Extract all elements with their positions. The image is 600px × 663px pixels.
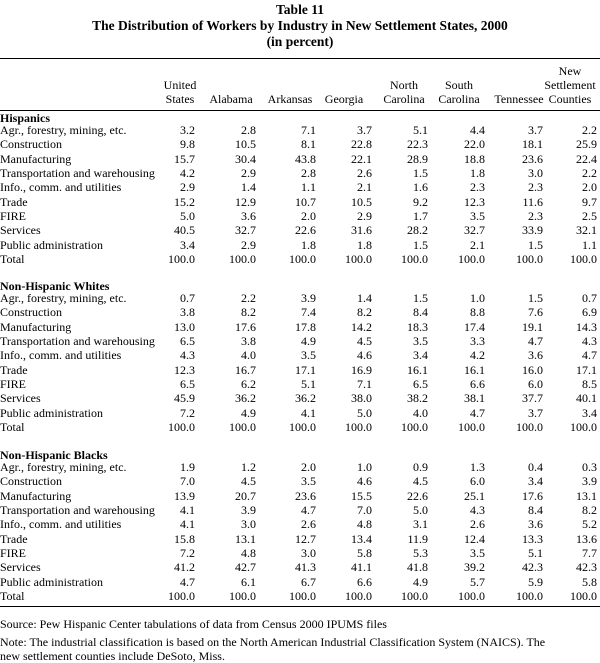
table-cell: 1.9 bbox=[180, 460, 195, 474]
table-cell: 2.1 bbox=[357, 180, 372, 194]
table-cell: 100.0 bbox=[458, 589, 485, 603]
table-cell: 3.8 bbox=[241, 334, 256, 348]
table-cell: 4.6 bbox=[357, 348, 372, 362]
table-cell: 1.6 bbox=[413, 180, 428, 194]
row-label: Total bbox=[0, 420, 25, 434]
column-header-line: States bbox=[165, 92, 195, 106]
table-cell: 15.5 bbox=[351, 489, 372, 503]
table-cell: 3.4 bbox=[582, 406, 597, 420]
column-header-line: Arkansas bbox=[267, 92, 313, 106]
table-cell: 3.6 bbox=[528, 517, 543, 531]
table-cell: 12.4 bbox=[464, 532, 485, 546]
classification-note: Note: The industrial classification is based on the North American Industrial Classification System (NAICS). The bbox=[0, 635, 546, 649]
table-cell: 17.4 bbox=[464, 320, 485, 334]
column-header-line: Georgia bbox=[324, 92, 364, 106]
table-cell: 3.7 bbox=[528, 123, 543, 137]
table-cell: 3.7 bbox=[528, 406, 543, 420]
column-header-line: Carolina bbox=[383, 92, 425, 106]
table-cell: 1.0 bbox=[470, 291, 485, 305]
table-cell: 7.6 bbox=[528, 305, 543, 319]
table-cell: 40.1 bbox=[576, 391, 597, 405]
table-cell: 42.3 bbox=[576, 560, 597, 574]
table-cell: 1.8 bbox=[470, 166, 485, 180]
column-header-line: Settlement bbox=[544, 78, 596, 92]
table-cell: 16.9 bbox=[351, 363, 372, 377]
row-label: FIRE bbox=[0, 377, 27, 391]
row-label: Trade bbox=[0, 532, 28, 546]
column-header-line: United bbox=[163, 78, 197, 92]
row-label: Manufacturing bbox=[0, 489, 72, 503]
table-cell: 18.1 bbox=[522, 137, 543, 151]
table-cell: 12.3 bbox=[174, 363, 195, 377]
table-cell: 30.4 bbox=[235, 152, 256, 166]
table-cell: 2.3 bbox=[528, 180, 543, 194]
table-cell: 100.0 bbox=[458, 252, 485, 266]
table-cell: 8.1 bbox=[301, 137, 316, 151]
table-cell: 100.0 bbox=[168, 420, 195, 434]
table-cell: 6.1 bbox=[241, 575, 256, 589]
top-rule bbox=[0, 58, 600, 59]
table-cell: 100.0 bbox=[401, 252, 428, 266]
section-heading: Non-Hispanic Blacks bbox=[0, 448, 108, 462]
column-header-line: Alabama bbox=[209, 92, 253, 106]
table-cell: 13.1 bbox=[576, 489, 597, 503]
table-cell: 32.1 bbox=[576, 223, 597, 237]
table-cell: 9.8 bbox=[180, 137, 195, 151]
row-label: Construction bbox=[0, 305, 62, 319]
table-cell: 2.2 bbox=[582, 123, 597, 137]
classification-note-continued: new settlement counties include DeSoto, Miss. bbox=[0, 649, 225, 663]
table-cell: 5.1 bbox=[528, 546, 543, 560]
table-cell: 5.0 bbox=[413, 503, 428, 517]
table-cell: 16.1 bbox=[464, 363, 485, 377]
table-cell: 4.1 bbox=[180, 517, 195, 531]
table-cell: 13.1 bbox=[235, 532, 256, 546]
column-header-line: South bbox=[444, 78, 473, 92]
table-cell: 3.6 bbox=[241, 209, 256, 223]
table-cell: 3.5 bbox=[301, 348, 316, 362]
table-cell: 38.1 bbox=[464, 391, 485, 405]
table-cell: 11.9 bbox=[407, 532, 428, 546]
table-cell: 2.9 bbox=[241, 166, 256, 180]
table-cell: 100.0 bbox=[516, 252, 543, 266]
table-cell: 8.2 bbox=[241, 305, 256, 319]
table-cell: 28.9 bbox=[407, 152, 428, 166]
table-cell: 100.0 bbox=[229, 589, 256, 603]
table-cell: 4.0 bbox=[413, 406, 428, 420]
table-cell: 4.5 bbox=[413, 474, 428, 488]
row-label: Services bbox=[0, 391, 41, 405]
table-cell: 3.0 bbox=[241, 517, 256, 531]
table-cell: 2.2 bbox=[582, 166, 597, 180]
table-cell: 17.1 bbox=[295, 363, 316, 377]
table-cell: 7.2 bbox=[180, 546, 195, 560]
table-cell: 25.1 bbox=[464, 489, 485, 503]
table-cell: 22.3 bbox=[407, 137, 428, 151]
table-cell: 1.7 bbox=[413, 209, 428, 223]
table-cell: 100.0 bbox=[458, 420, 485, 434]
column-header-line: New bbox=[558, 64, 582, 78]
column-header bbox=[525, 64, 600, 106]
table-cell: 42.3 bbox=[522, 560, 543, 574]
table-cell: 4.7 bbox=[301, 503, 316, 517]
table-cell: 1.4 bbox=[241, 180, 256, 194]
table-cell: 100.0 bbox=[401, 420, 428, 434]
table-cell: 8.2 bbox=[357, 305, 372, 319]
table-cell: 3.5 bbox=[413, 334, 428, 348]
table-cell: 10.7 bbox=[295, 195, 316, 209]
table-cell: 100.0 bbox=[401, 589, 428, 603]
table-cell: 3.5 bbox=[301, 474, 316, 488]
section-heading: Non-Hispanic Whites bbox=[0, 279, 110, 293]
table-cell: 39.2 bbox=[464, 560, 485, 574]
row-label: Transportation and warehousing bbox=[0, 503, 155, 517]
table-cell: 11.6 bbox=[522, 195, 543, 209]
table-cell: 1.0 bbox=[357, 460, 372, 474]
table-cell: 6.6 bbox=[470, 377, 485, 391]
table-cell: 16.7 bbox=[235, 363, 256, 377]
table-cell: 6.0 bbox=[528, 377, 543, 391]
table-cell: 100.0 bbox=[229, 252, 256, 266]
table-cell: 2.2 bbox=[241, 291, 256, 305]
row-label: Total bbox=[0, 252, 25, 266]
row-label: Trade bbox=[0, 363, 28, 377]
table-cell: 4.7 bbox=[528, 334, 543, 348]
table-cell: 3.2 bbox=[180, 123, 195, 137]
table-cell: 0.7 bbox=[180, 291, 195, 305]
table-cell: 23.6 bbox=[522, 152, 543, 166]
row-label: FIRE bbox=[0, 209, 27, 223]
table-cell: 40.5 bbox=[174, 223, 195, 237]
table-cell: 3.5 bbox=[470, 546, 485, 560]
row-label: Agr., forestry, mining, etc. bbox=[0, 460, 127, 474]
table-cell: 2.6 bbox=[301, 517, 316, 531]
table-cell: 100.0 bbox=[570, 252, 597, 266]
table-cell: 10.5 bbox=[351, 195, 372, 209]
table-cell: 16.0 bbox=[522, 363, 543, 377]
table-cell: 1.4 bbox=[357, 291, 372, 305]
table-cell: 5.8 bbox=[582, 575, 597, 589]
table-cell: 3.4 bbox=[528, 474, 543, 488]
table-cell: 6.0 bbox=[470, 474, 485, 488]
table-cell: 4.7 bbox=[180, 575, 195, 589]
table-cell: 1.5 bbox=[413, 166, 428, 180]
table-cell: 22.6 bbox=[295, 223, 316, 237]
table-cell: 100.0 bbox=[168, 589, 195, 603]
table-cell: 1.1 bbox=[582, 238, 597, 252]
table-cell: 18.3 bbox=[407, 320, 428, 334]
table-cell: 2.9 bbox=[241, 238, 256, 252]
table-cell: 1.1 bbox=[301, 180, 316, 194]
table-cell: 1.5 bbox=[528, 238, 543, 252]
table-cell: 23.6 bbox=[295, 489, 316, 503]
table-cell: 3.9 bbox=[582, 474, 597, 488]
table-cell: 14.3 bbox=[576, 320, 597, 334]
table-cell: 1.5 bbox=[413, 238, 428, 252]
table-title-number: Table 11 bbox=[276, 2, 324, 17]
table-cell: 2.9 bbox=[180, 180, 195, 194]
table-cell: 3.0 bbox=[301, 546, 316, 560]
table-cell: 6.7 bbox=[301, 575, 316, 589]
row-label: Transportation and warehousing bbox=[0, 334, 155, 348]
table-cell: 41.3 bbox=[295, 560, 316, 574]
table-cell: 37.7 bbox=[522, 391, 543, 405]
table-cell: 25.9 bbox=[576, 137, 597, 151]
table-cell: 38.2 bbox=[407, 391, 428, 405]
table-cell: 2.8 bbox=[301, 166, 316, 180]
bottom-rule bbox=[0, 606, 600, 607]
table-title: The Distribution of Workers by Industry in New Settlement States, 2000 bbox=[92, 18, 508, 33]
table-cell: 5.7 bbox=[470, 575, 485, 589]
table-cell: 2.1 bbox=[470, 238, 485, 252]
table-cell: 3.4 bbox=[413, 348, 428, 362]
table-cell: 100.0 bbox=[570, 420, 597, 434]
row-label: FIRE bbox=[0, 546, 27, 560]
table-cell: 8.5 bbox=[582, 377, 597, 391]
table-subtitle: (in percent) bbox=[266, 34, 334, 49]
row-label: Transportation and warehousing bbox=[0, 166, 155, 180]
table-cell: 5.1 bbox=[413, 123, 428, 137]
table-cell: 31.6 bbox=[351, 223, 372, 237]
section-heading: Hispanics bbox=[0, 111, 51, 125]
table-cell: 7.7 bbox=[582, 546, 597, 560]
row-label: Info., comm. and utilities bbox=[0, 517, 122, 531]
table-cell: 100.0 bbox=[516, 420, 543, 434]
table-cell: 41.1 bbox=[351, 560, 372, 574]
table-cell: 4.3 bbox=[582, 334, 597, 348]
row-label: Public administration bbox=[0, 575, 103, 589]
table-cell: 6.2 bbox=[241, 377, 256, 391]
table-cell: 2.9 bbox=[357, 209, 372, 223]
table-cell: 4.9 bbox=[301, 334, 316, 348]
table-cell: 22.8 bbox=[351, 137, 372, 151]
row-label: Trade bbox=[0, 195, 28, 209]
table-cell: 4.3 bbox=[180, 348, 195, 362]
table-cell: 2.3 bbox=[470, 180, 485, 194]
table-cell: 32.7 bbox=[464, 223, 485, 237]
table-cell: 13.6 bbox=[576, 532, 597, 546]
table-cell: 3.1 bbox=[413, 517, 428, 531]
table-cell: 19.1 bbox=[522, 320, 543, 334]
table-cell: 13.4 bbox=[351, 532, 372, 546]
table-cell: 17.6 bbox=[522, 489, 543, 503]
table-cell: 0.7 bbox=[582, 291, 597, 305]
table-cell: 4.9 bbox=[241, 406, 256, 420]
table-cell: 4.8 bbox=[357, 517, 372, 531]
table-cell: 12.9 bbox=[235, 195, 256, 209]
source-note: Source: Pew Hispanic Center tabulations of data from Census 2000 IPUMS files bbox=[0, 617, 387, 631]
table-cell: 100.0 bbox=[345, 589, 372, 603]
table-cell: 7.4 bbox=[301, 305, 316, 319]
table-cell: 3.5 bbox=[470, 209, 485, 223]
table-cell: 1.8 bbox=[301, 238, 316, 252]
row-label: Agr., forestry, mining, etc. bbox=[0, 291, 127, 305]
table-cell: 7.1 bbox=[357, 377, 372, 391]
table-cell: 3.8 bbox=[180, 305, 195, 319]
table-cell: 6.6 bbox=[357, 575, 372, 589]
table-cell: 12.7 bbox=[295, 532, 316, 546]
table-cell: 15.2 bbox=[174, 195, 195, 209]
table-cell: 2.3 bbox=[528, 209, 543, 223]
table-cell: 8.4 bbox=[528, 503, 543, 517]
table-cell: 7.2 bbox=[180, 406, 195, 420]
row-label: Public administration bbox=[0, 238, 103, 252]
table-cell: 100.0 bbox=[229, 420, 256, 434]
table-cell: 13.3 bbox=[522, 532, 543, 546]
row-label: Manufacturing bbox=[0, 320, 72, 334]
table-cell: 5.3 bbox=[413, 546, 428, 560]
table-cell: 4.8 bbox=[241, 546, 256, 560]
table-cell: 20.7 bbox=[235, 489, 256, 503]
table-cell: 13.0 bbox=[174, 320, 195, 334]
table-cell: 22.1 bbox=[351, 152, 372, 166]
table-cell: 5.2 bbox=[582, 517, 597, 531]
table-cell: 2.0 bbox=[301, 460, 316, 474]
table-cell: 8.8 bbox=[470, 305, 485, 319]
column-header-line: Carolina bbox=[438, 92, 480, 106]
table-cell: 2.5 bbox=[582, 209, 597, 223]
table-cell: 6.9 bbox=[582, 305, 597, 319]
table-cell: 4.0 bbox=[241, 348, 256, 362]
table-cell: 7.0 bbox=[180, 474, 195, 488]
table-cell: 3.0 bbox=[528, 166, 543, 180]
table-cell: 100.0 bbox=[289, 252, 316, 266]
table-cell: 4.7 bbox=[582, 348, 597, 362]
table-cell: 36.2 bbox=[295, 391, 316, 405]
table-cell: 4.2 bbox=[180, 166, 195, 180]
table-cell: 6.5 bbox=[180, 377, 195, 391]
row-label: Construction bbox=[0, 474, 62, 488]
table-cell: 10.5 bbox=[235, 137, 256, 151]
table-cell: 2.6 bbox=[470, 517, 485, 531]
table-cell: 5.1 bbox=[301, 377, 316, 391]
table-cell: 32.7 bbox=[235, 223, 256, 237]
table-cell: 16.1 bbox=[407, 363, 428, 377]
table-cell: 1.8 bbox=[357, 238, 372, 252]
table-cell: 3.9 bbox=[241, 503, 256, 517]
table-cell: 8.4 bbox=[413, 305, 428, 319]
table-cell: 4.6 bbox=[357, 474, 372, 488]
table-cell: 3.4 bbox=[180, 238, 195, 252]
table-cell: 1.5 bbox=[413, 291, 428, 305]
table-cell: 5.8 bbox=[357, 546, 372, 560]
table-cell: 2.0 bbox=[301, 209, 316, 223]
header-rule bbox=[0, 110, 600, 111]
table-cell: 17.6 bbox=[235, 320, 256, 334]
table-cell: 5.0 bbox=[357, 406, 372, 420]
table-cell: 4.5 bbox=[241, 474, 256, 488]
table-cell: 0.9 bbox=[413, 460, 428, 474]
table-cell: 6.5 bbox=[180, 334, 195, 348]
table-cell: 4.3 bbox=[470, 503, 485, 517]
table-cell: 4.9 bbox=[413, 575, 428, 589]
table-cell: 36.2 bbox=[235, 391, 256, 405]
table-cell: 12.3 bbox=[464, 195, 485, 209]
table-cell: 9.2 bbox=[413, 195, 428, 209]
table-cell: 9.7 bbox=[582, 195, 597, 209]
table-cell: 100.0 bbox=[345, 420, 372, 434]
table-cell: 42.7 bbox=[235, 560, 256, 574]
table-cell: 18.8 bbox=[464, 152, 485, 166]
table-cell: 13.9 bbox=[174, 489, 195, 503]
row-label: Total bbox=[0, 589, 25, 603]
row-label: Services bbox=[0, 223, 41, 237]
table-cell: 33.9 bbox=[522, 223, 543, 237]
table-cell: 100.0 bbox=[289, 589, 316, 603]
table-cell: 14.2 bbox=[351, 320, 372, 334]
table-cell: 4.1 bbox=[301, 406, 316, 420]
table-cell: 2.0 bbox=[582, 180, 597, 194]
table-cell: 28.2 bbox=[407, 223, 428, 237]
table-cell: 38.0 bbox=[351, 391, 372, 405]
table-cell: 1.5 bbox=[528, 291, 543, 305]
table-cell: 6.5 bbox=[413, 377, 428, 391]
table-cell: 100.0 bbox=[516, 589, 543, 603]
table-cell: 100.0 bbox=[289, 420, 316, 434]
table-cell: 1.3 bbox=[470, 460, 485, 474]
row-label: Info., comm. and utilities bbox=[0, 348, 122, 362]
table-cell: 5.9 bbox=[528, 575, 543, 589]
row-label: Services bbox=[0, 560, 41, 574]
table-cell: 7.0 bbox=[357, 503, 372, 517]
table-cell: 4.5 bbox=[357, 334, 372, 348]
table-cell: 4.7 bbox=[470, 406, 485, 420]
table-cell: 3.7 bbox=[357, 123, 372, 137]
row-label: Info., comm. and utilities bbox=[0, 180, 122, 194]
table-cell: 43.8 bbox=[295, 152, 316, 166]
table-cell: 2.8 bbox=[241, 123, 256, 137]
table-cell: 0.3 bbox=[582, 460, 597, 474]
row-label: Agr., forestry, mining, etc. bbox=[0, 123, 127, 137]
table-cell: 2.6 bbox=[357, 166, 372, 180]
table-cell: 22.4 bbox=[576, 152, 597, 166]
table-cell: 41.2 bbox=[174, 560, 195, 574]
table-cell: 100.0 bbox=[345, 252, 372, 266]
table-cell: 17.1 bbox=[576, 363, 597, 377]
table-cell: 4.4 bbox=[470, 123, 485, 137]
table-cell: 3.6 bbox=[528, 348, 543, 362]
table-cell: 100.0 bbox=[570, 589, 597, 603]
table-cell: 22.0 bbox=[464, 137, 485, 151]
column-header-line: Tennessee bbox=[494, 92, 544, 106]
row-label: Public administration bbox=[0, 406, 103, 420]
table-cell: 4.1 bbox=[180, 503, 195, 517]
table-cell: 3.9 bbox=[301, 291, 316, 305]
table-cell: 3.3 bbox=[470, 334, 485, 348]
table-cell: 7.1 bbox=[301, 123, 316, 137]
column-header-line: Counties bbox=[548, 92, 592, 106]
table-cell: 22.6 bbox=[407, 489, 428, 503]
table-cell: 15.7 bbox=[174, 152, 195, 166]
table-cell: 15.8 bbox=[174, 532, 195, 546]
table-cell: 8.2 bbox=[582, 503, 597, 517]
table-cell: 45.9 bbox=[174, 391, 195, 405]
table-cell: 4.2 bbox=[470, 348, 485, 362]
row-label: Construction bbox=[0, 137, 62, 151]
table-cell: 1.2 bbox=[241, 460, 256, 474]
column-header-line: North bbox=[390, 78, 418, 92]
table-cell: 100.0 bbox=[168, 252, 195, 266]
table-cell: 17.8 bbox=[295, 320, 316, 334]
table-cell: 41.8 bbox=[407, 560, 428, 574]
row-label: Manufacturing bbox=[0, 152, 72, 166]
table-cell: 5.0 bbox=[180, 209, 195, 223]
table-cell: 0.4 bbox=[528, 460, 543, 474]
